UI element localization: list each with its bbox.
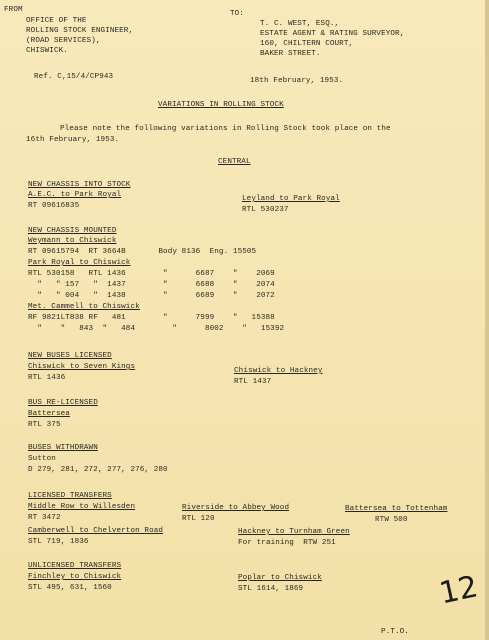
date: 18th February, 1953. (250, 77, 344, 85)
transfer-b-val: RTL 120 (182, 515, 215, 523)
from-label: FROM (4, 6, 23, 14)
transfer-c-val: RTW 500 (375, 516, 408, 524)
mounted-sub-2: Park Royal to Chiswick (28, 259, 131, 267)
from-line-3: (ROAD SERVICES), (26, 37, 101, 45)
chassis-right-sub: Leyland to Park Royal (242, 195, 340, 203)
mounted-row-2a: RTL 530158 RTL 1436 " 6687 " 2069 (28, 270, 275, 278)
transfer-d-val: STL 719, 1836 (28, 538, 89, 546)
to-line-4: BAKER STREET. (260, 50, 321, 58)
from-line-1: OFFICE OF THE (26, 17, 87, 25)
chassis-left-val: RT 09616835 (28, 202, 80, 210)
unlicensed-left-val: STL 495, 631, 1560 (28, 584, 112, 592)
relicensed-val: RTL 375 (28, 421, 61, 429)
heading-buses-withdrawn: BUSES WITHDRAWN (28, 444, 98, 452)
chassis-right-val: RTL 530237 (242, 206, 289, 214)
mounted-sub-3: Met. Cammell to Chiswick (28, 303, 140, 311)
mounted-row-3a: RF 9821LT838 RF 481 " 7999 " 15388 (28, 314, 275, 322)
transfer-d-sub: Camberwell to Chelverton Road (28, 527, 164, 535)
intro-line-2: 16th February, 1953. (26, 136, 120, 144)
from-line-4: CHISWICK. (26, 47, 68, 55)
unlicensed-right-sub: Poplar to Chiswick (238, 574, 322, 582)
mounted-row-3b: " " 843 " 484 " 8002 " 15392 (28, 325, 285, 333)
heading-new-chassis-into-stock: NEW CHASSIS INTO STOCK (28, 181, 131, 189)
to-line-1: T. C. WEST, ESQ., (260, 20, 340, 28)
page-edge-shadow (485, 0, 489, 640)
unlicensed-left-sub: Finchley to Chiswick (28, 573, 122, 581)
unlicensed-right-val: STL 1614, 1869 (238, 585, 304, 593)
licensed-left-sub: Chiswick to Seven Kings (28, 363, 136, 371)
mounted-sub-1: Weymann to Chiswick (28, 237, 117, 245)
to-line-2: ESTATE AGENT & RATING SURVEYOR, (260, 30, 405, 38)
intro-line-1: Please note the following variations in Rolling Stock took place on the (60, 125, 391, 133)
chassis-left-sub: A.E.C. to Park Royal (28, 191, 122, 199)
withdrawn-sub: Sutton (28, 455, 56, 463)
section-central: CENTRAL (218, 158, 251, 166)
transfer-a-val: RT 3472 (28, 514, 61, 522)
mounted-row-2c: " " 004 " 1438 " 6689 " 2072 (28, 292, 275, 300)
heading-bus-relicensed: BUS RE-LICENSED (28, 399, 98, 407)
relicensed-sub: Battersea (28, 410, 70, 418)
licensed-left-val: RTL 1436 (28, 374, 66, 382)
transfer-e-sub: Hackney to Turnham Green (238, 528, 350, 536)
mounted-row-2b: " " 157 " 1437 " 6688 " 2074 (28, 281, 275, 289)
withdrawn-val: D 279, 281, 272, 277, 276, 280 (28, 466, 168, 474)
handwritten-page-number: 12 (436, 569, 481, 612)
reference: Ref. C,15/4/CP943 (34, 73, 114, 81)
heading-licensed-transfers: LICENSED TRANSFERS (28, 492, 112, 500)
transfer-e-val: For training RTW 251 (238, 539, 336, 547)
from-line-2: ROLLING STOCK ENGINEER, (26, 27, 134, 35)
transfer-b-sub: Riverside to Abbey Wood (182, 504, 290, 512)
transfer-a-sub: Middle Row to Willesden (28, 503, 136, 511)
to-label: TO: (230, 10, 244, 18)
heading-new-buses-licensed: NEW BUSES LICENSED (28, 352, 112, 360)
heading-new-chassis-mounted: NEW CHASSIS MOUNTED (28, 227, 117, 235)
document-title: VARIATIONS IN ROLLING STOCK (158, 101, 284, 109)
to-line-3: 160, CHILTERN COURT, (260, 40, 354, 48)
mounted-row-1: RT 09615794 RT 3664B Body 8136 Eng. 15505 (28, 248, 257, 256)
transfer-c-sub: Battersea to Tottenham (345, 505, 448, 513)
licensed-right-sub: Chiswick to Hackney (234, 367, 323, 375)
heading-unlicensed-transfers: UNLICENSED TRANSFERS (28, 562, 122, 570)
licensed-right-val: RTL 1437 (234, 378, 272, 386)
pto-note: P.T.O. (381, 628, 409, 636)
